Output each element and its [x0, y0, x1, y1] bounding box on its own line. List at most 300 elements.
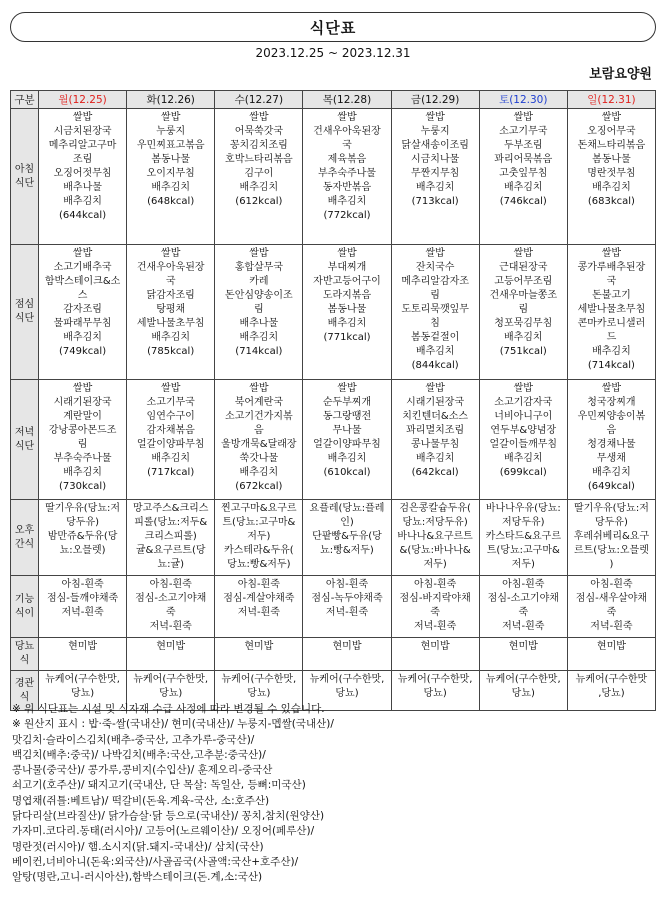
menu-item: 딸기우유(당뇨:저 [45, 503, 121, 514]
menu-item: 무생채 [596, 453, 626, 464]
row-label-line: 기능 [14, 593, 35, 605]
menu-item: 소고기배추국 [53, 262, 112, 273]
menu-item: 저두) [423, 559, 447, 570]
menu-item: ,당뇨) [598, 688, 625, 699]
note-line: 콩나물(중국산)/ 콩가루,콩비지(수입산)/ 훈제오리-중국산 [12, 764, 273, 777]
menu-item: 배추김치 [327, 196, 367, 207]
menu-item: (844kcal) [411, 360, 459, 371]
menu-cell [39, 576, 127, 638]
menu-item: 당뇨:저당두유) [402, 517, 468, 528]
menu-item: 함박스테이크&소 [44, 276, 121, 287]
row-label-line: 당뇨 [14, 641, 35, 652]
menu-item: 뉴케어(구수한맛, [221, 674, 297, 685]
table-row [11, 638, 656, 671]
menu-item: 두부조림 [503, 140, 543, 151]
menu-cell [39, 500, 127, 576]
menu-item: 당뇨) [247, 688, 271, 699]
menu-item: 드 [606, 332, 617, 343]
menu-item: 얼갈이양파무침 [136, 439, 205, 450]
title-text: 식단표 [309, 18, 357, 37]
menu-cell [479, 638, 567, 671]
menu-item: 청국장찌개 [587, 397, 636, 408]
table-row [11, 500, 656, 576]
menu-cell [215, 500, 303, 576]
menu-item: 당두유) [66, 517, 100, 528]
menu-item: 오징어젓무침 [53, 168, 112, 179]
menu-item: 국 [342, 140, 352, 151]
menu-item: 쌀밥 [337, 112, 357, 123]
menu-item: 콩가루배추된장 [577, 262, 646, 273]
menu-item: 바나나&요구르트 [397, 531, 473, 542]
menu-item: 쌀밥 [161, 248, 181, 259]
menu-cell [391, 380, 479, 500]
row-label [11, 638, 39, 671]
menu-item: (772kcal) [323, 210, 371, 221]
day-header-6: 일(12.31) [567, 91, 655, 109]
menu-item: 배추김치 [239, 467, 279, 478]
menu-item: 쌀밥 [513, 112, 533, 123]
table-row [11, 245, 656, 380]
menu-item: 청포묵김무침 [494, 318, 553, 329]
menu-item: 저녁-흰죽 [325, 607, 369, 618]
menu-cell [127, 576, 215, 638]
menu-item: 쌀밥 [72, 248, 93, 259]
menu-item: 우민찌표고볶음 [136, 140, 205, 151]
menu-item: 점심-소고기야채 [135, 593, 207, 604]
menu-item: 시래기된장국 [53, 397, 112, 408]
table-row [11, 380, 656, 500]
menu-item: 쌀밥 [161, 112, 181, 123]
menu-item: 배추김치 [151, 332, 191, 343]
menu-cell [567, 576, 655, 638]
menu-item: 림 [518, 304, 529, 315]
menu-cell [303, 380, 391, 500]
menu-item: 바나나우유(당뇨: [485, 503, 561, 514]
row-label-line: 식이 [14, 607, 35, 619]
menu-item: 배추김치 [151, 182, 191, 193]
note-line: 맛김치·슬라이스김치(배추-중국산, 고추가루-중국산)/ [12, 733, 255, 746]
menu-item: 배추김치 [327, 453, 367, 464]
menu-item: 배추김치 [503, 332, 543, 343]
menu-item: 쌀밥 [72, 112, 93, 123]
menu-cell [479, 245, 567, 380]
menu-item: 음 [254, 425, 264, 436]
menu-item: 근대된장국 [499, 262, 548, 273]
menu-cell [39, 109, 127, 245]
menu-item: 트(당뇨:고구마& [222, 517, 296, 528]
menu-item: 돈불고기 [592, 290, 631, 301]
day-header-0: 월(12.25) [39, 91, 127, 109]
menu-item: 현미밥 [596, 641, 626, 652]
menu-item: 오징어무국 [587, 126, 636, 137]
menu-item: 후레쉬베리&요구 [573, 531, 650, 542]
menu-item: 당두유) [594, 517, 628, 528]
menu-item: 카스테라&두유( [224, 545, 294, 556]
menu-item: 건새우마늘쫑조 [489, 290, 558, 301]
menu-item: 귤&요구르트(당 [135, 545, 206, 556]
menu-item: 시금치된장국 [53, 126, 112, 137]
menu-cell [479, 576, 567, 638]
facility-name: 보람요양원 [589, 67, 652, 82]
menu-item: 봄동나물 [592, 154, 631, 165]
menu-item: 점심-소고기야채 [487, 593, 559, 604]
menu-item: 도토리묵깻잎무 [401, 304, 469, 315]
menu-item: 침 [430, 318, 440, 329]
menu-item: 북어계란국 [234, 397, 283, 408]
menu-item: 콘마카로니샐러 [577, 318, 646, 329]
menu-item: 너비아니구이 [494, 411, 553, 422]
menu-cell [567, 500, 655, 576]
menu-item: 요플레(당뇨:플레 [309, 503, 385, 514]
menu-item: 배추김치 [592, 467, 631, 478]
menu-item: (785kcal) [147, 346, 195, 357]
menu-item: 망고주스&크리스 [133, 503, 209, 514]
menu-item: 점심-바지락야채 [399, 593, 471, 604]
menu-item: 소고기건가지볶 [225, 411, 293, 422]
menu-cell [215, 109, 303, 245]
menu-cell [391, 576, 479, 638]
menu-item: 피롤(당뇨:저두& [134, 517, 208, 528]
menu-item: 동그랑땡전 [322, 411, 372, 422]
row-label [11, 500, 39, 576]
menu-item: 저녁-흰죽 [590, 621, 633, 632]
menu-item: 세발나물초무침 [136, 318, 205, 329]
menu-item: 림 [77, 439, 88, 450]
menu-item: 메추리알고구마 [48, 140, 117, 151]
menu-item: 쌀밥 [337, 248, 357, 259]
menu-item: (713kcal) [411, 196, 459, 207]
menu-item: 쑥갓나물 [239, 453, 279, 464]
menu-item: 쌀밥 [337, 383, 357, 394]
row-label-line: 식단 [14, 177, 35, 189]
menu-cell [567, 638, 655, 671]
menu-item: 울방개묵&달래장 [221, 439, 297, 450]
menu-item: (771kcal) [323, 332, 371, 343]
menu-item: 당뇨) [511, 688, 535, 699]
menu-item: 현미밥 [420, 641, 450, 652]
menu-item: (610kcal) [323, 467, 371, 478]
menu-item: 배추나물 [239, 318, 279, 329]
menu-item: (714kcal) [235, 346, 283, 357]
menu-item: 부대찌개 [327, 262, 367, 273]
menu-item: 국 [606, 276, 617, 287]
menu-cell [567, 109, 655, 245]
menu-cell [215, 638, 303, 671]
menu-item: 명란젓무침 [587, 168, 636, 179]
menu-item: 뉴케어(구수한맛, [309, 674, 385, 685]
menu-item: 뇨:귤) [157, 559, 184, 570]
menu-item: 배추김치 [415, 453, 455, 464]
menu-cell [39, 638, 127, 671]
menu-item: 고춧잎무침 [499, 168, 548, 179]
menu-item: 봄동나물 [151, 154, 191, 165]
menu-item: 돈채느타리볶음 [577, 140, 646, 151]
menu-item: 찐고구마&요구르 [221, 503, 297, 514]
menu-cell [39, 245, 127, 380]
menu-item: ) [609, 559, 614, 570]
row-label [11, 109, 39, 245]
menu-item: 봄동겉절이 [410, 332, 460, 343]
menu-item: 배추김치 [239, 332, 279, 343]
menu-cell [127, 380, 215, 500]
menu-item: 꽈리어묵볶음 [494, 154, 553, 165]
row-label-line: 식 [19, 655, 30, 666]
menu-item: 쌀밥 [249, 248, 269, 259]
menu-item: 배추김치 [63, 332, 102, 343]
menu-item: 도라지볶음 [322, 290, 372, 301]
menu-item: 딸기우유(당뇨:저 [573, 503, 649, 514]
corner-cell: 구분 [11, 91, 39, 109]
menu-item: 오이지무침 [146, 168, 195, 179]
menu-item: 검은콩칼슘두유( [399, 503, 471, 514]
menu-item: 홍합살무국 [234, 262, 283, 273]
menu-item: (717kcal) [147, 467, 195, 478]
note-line: 명엽채(쥐틀:베트남)/ 떡갈비(돈육.계육-국산, 소:호주산) [12, 794, 270, 807]
menu-item: 배추김치 [503, 182, 543, 193]
menu-item: 밤만쥬&두유(당 [47, 531, 118, 542]
menu-item: 무짠지무침 [410, 168, 460, 179]
menu-item: 쌀밥 [72, 383, 93, 394]
note-line: 닭다리살(브라질산)/ 닭가슴살·닭 등으로(국내산)/ 꽁치,참치(원양산) [12, 810, 325, 823]
row-label-line: 식단 [14, 440, 35, 452]
menu-item: 카스타드&요구르 [485, 531, 561, 542]
row-label-line: 경관 [14, 677, 35, 689]
menu-cell [39, 380, 127, 500]
menu-cell [127, 500, 215, 576]
menu-cell [303, 245, 391, 380]
menu-cell [303, 109, 391, 245]
menu-item: 점심-계살야채죽 [223, 593, 295, 604]
row-label [11, 576, 39, 638]
menu-cell [303, 576, 391, 638]
menu-item: 저녁-흰죽 [61, 607, 104, 618]
menu-item: 아침-흰죽 [325, 579, 369, 590]
table-row [11, 576, 656, 638]
menu-cell [479, 380, 567, 500]
menu-item: 쌀밥 [513, 248, 533, 259]
menu-item: 죽 [518, 607, 529, 618]
menu-cell [479, 109, 567, 245]
menu-item: 쌀밥 [425, 383, 445, 394]
menu-item: (746kcal) [499, 196, 547, 207]
menu-item: 죽 [430, 607, 440, 618]
menu-item: 점심-녹두야채죽 [311, 593, 383, 604]
day-header-3: 목(12.28) [303, 91, 391, 109]
menu-item: 스 [77, 290, 88, 301]
row-label-line: 간식 [14, 538, 35, 550]
menu-item: 당뇨) [70, 688, 95, 699]
menu-item: 우민찌양송이볶 [577, 411, 646, 422]
menu-item: 연두부&양념장 [490, 425, 557, 436]
menu-item: 점심-들깨야채죽 [46, 593, 119, 604]
row-label-line: 식 [19, 691, 30, 703]
note-line: ※ 위 식단표는 시설 및 식자재 수급 사정에 따라 변경될 수 있습니다. [12, 703, 325, 715]
menu-cell [127, 638, 215, 671]
menu-item: 쌀밥 [249, 383, 269, 394]
menu-item: (672kcal) [235, 481, 283, 492]
row-label-line: 오후 [14, 524, 35, 536]
menu-item: 배추김치 [63, 196, 102, 207]
day-header-4: 금(12.29) [391, 91, 479, 109]
menu-item: 저녁-흰죽 [149, 621, 192, 632]
menu-cell [479, 500, 567, 576]
menu-item: 소고기감자국 [494, 397, 553, 408]
menu-item: 쌀밥 [601, 248, 622, 259]
menu-item: 물파래무무침 [53, 318, 112, 329]
row-label-line: 점심 [14, 299, 35, 310]
note-line: 백김치(배추:중국)/ 나박김치(배추:국산,고추분:중국산)/ [12, 748, 266, 761]
menu-title [10, 12, 656, 42]
menu-item: 봄동나물 [327, 304, 367, 315]
menu-item: 저두) [511, 559, 535, 570]
menu-item: 저두) [247, 531, 271, 542]
menu-item: 탕평채 [156, 304, 186, 315]
menu-cell [391, 109, 479, 245]
menu-item: 배추김치 [63, 467, 102, 478]
menu-item: 배추김치 [415, 182, 455, 193]
menu-item: 감자채볶음 [146, 425, 195, 436]
menu-item: 누룽지 [420, 126, 450, 137]
menu-cell [303, 500, 391, 576]
menu-item: 자반고등어구이 [313, 276, 381, 287]
menu-item: 배추김치 [327, 318, 367, 329]
menu-item: 쌀밥 [161, 383, 181, 394]
day-header-5: 토(12.30) [479, 91, 567, 109]
menu-item: 점심-새우살야채 [575, 593, 648, 604]
menu-item: 꽈리멸치조림 [406, 425, 465, 436]
menu-item: 국 [165, 276, 176, 287]
note-line: 베이컨,너비아니(돈육:외국산)/사골곰국(사골액:국산+호주산)/ [12, 855, 299, 868]
menu-item: 닭살새송이조림 [401, 140, 469, 151]
menu-cell [391, 500, 479, 576]
menu-item: 세발나물초무침 [577, 304, 646, 315]
menu-item: 잔치국수 [415, 262, 455, 273]
menu-item: (612kcal) [235, 196, 283, 207]
menu-item: 배추김치 [239, 182, 279, 193]
menu-item: 뉴케어(구수한맛 [575, 674, 648, 685]
menu-item: 림 [430, 290, 440, 301]
menu-item: 배추김치 [592, 182, 631, 193]
menu-item: 트(당뇨:고구마& [486, 545, 560, 556]
menu-item: 얼갈이들깨무침 [489, 439, 558, 450]
menu-item: 닭감자조림 [146, 290, 195, 301]
menu-item: 동자반볶음 [322, 182, 372, 193]
menu-item: 배추김치 [415, 346, 455, 357]
menu-item: 쌀밥 [601, 383, 622, 394]
weekly-menu-table [10, 90, 656, 711]
menu-item: 김구이 [244, 168, 274, 179]
menu-item: 뉴케어(구수한맛, [133, 674, 209, 685]
notes-section [12, 702, 656, 886]
menu-item: (683kcal) [587, 196, 635, 207]
menu-item: 쌀밥 [249, 112, 269, 123]
menu-item: 누룽지 [156, 126, 186, 137]
menu-item: 치킨텐더&소스 [402, 411, 469, 422]
menu-item: 당뇨) [335, 688, 359, 699]
menu-item: 조림 [72, 154, 93, 165]
menu-item: 단팥빵&두유(당 [312, 531, 382, 542]
menu-item: (714kcal) [587, 360, 635, 371]
menu-item: 부추숙주나물 [53, 453, 112, 464]
row-label-line: 아침 [14, 163, 35, 175]
menu-item: 현미밥 [332, 641, 362, 652]
menu-item: (649kcal) [587, 481, 635, 492]
menu-item: 현미밥 [508, 641, 538, 652]
menu-item: 시금치나물 [410, 154, 460, 165]
menu-item: 뉴케어(구수한맛, [45, 674, 120, 685]
menu-item: 부추숙주나물 [318, 168, 376, 179]
menu-item: 뉴케어(구수한맛, [397, 674, 473, 685]
menu-item: 당뇨) [423, 688, 447, 699]
row-label [11, 245, 39, 380]
menu-item: 현미밥 [156, 641, 186, 652]
menu-cell [391, 245, 479, 380]
menu-item: (642kcal) [411, 467, 459, 478]
menu-item: 카레 [249, 276, 269, 287]
menu-item: 콩나물무침 [410, 439, 460, 450]
menu-item: 인) [340, 517, 354, 528]
note-line: 가자미.코다리.동태(러시아)/ 고등어(노르웨이산)/ 오징어(페루산)/ [12, 825, 315, 838]
menu-item: 아침-흰죽 [414, 579, 457, 590]
menu-item: 강낭콩아몬드조 [48, 425, 117, 436]
menu-item: 쌀밥 [513, 383, 533, 394]
menu-item: 아침-흰죽 [502, 579, 545, 590]
menu-item: 뉴케어(구수한맛, [485, 674, 561, 685]
note-line: 알탕(명란,고니-러시아산),함박스테이크(돈.계,소:국산) [12, 871, 263, 884]
note-line: ※ 원산지 표시 : 밥·죽-쌀(국내산)/ 현미(국내산)/ 누룽지-멥쌀(국내산)/ [12, 718, 334, 731]
menu-cell [567, 245, 655, 380]
table-header-row [11, 91, 656, 109]
menu-item: 건새우아욱된장 [313, 126, 381, 137]
menu-item: 당뇨) [159, 688, 183, 699]
menu-item: 소고기무국 [146, 397, 195, 408]
menu-item: (644kcal) [59, 210, 107, 221]
menu-item: 현미밥 [244, 641, 274, 652]
menu-item: 소고기무국 [499, 126, 548, 137]
menu-item: 쌀밥 [425, 112, 445, 123]
menu-item: 뇨:빵&저두) [320, 545, 374, 556]
menu-item: 제육볶음 [327, 154, 367, 165]
row-label-line: 식단 [14, 313, 35, 324]
day-header-1: 화(12.26) [127, 91, 215, 109]
menu-item: 쌀밥 [601, 112, 622, 123]
menu-cell [303, 638, 391, 671]
menu-item: 죽 [606, 607, 617, 618]
menu-item: 배추나물 [63, 182, 102, 193]
menu-item: 저당두유) [502, 517, 545, 528]
menu-item: 청경채나물 [587, 439, 636, 450]
menu-item: 배추김치 [592, 346, 631, 357]
menu-item: 꽁치김치조림 [229, 140, 288, 151]
menu-item: 배추김치 [503, 453, 543, 464]
menu-item: 배추김치 [151, 453, 191, 464]
menu-item: 현미밥 [68, 641, 98, 652]
menu-cell [391, 638, 479, 671]
menu-item: 임연수구이 [146, 411, 195, 422]
menu-item: 림 [254, 304, 264, 315]
menu-cell [567, 380, 655, 500]
menu-item: 돈안심양송이조 [225, 290, 293, 301]
table-body [11, 109, 656, 711]
note-line: 명란젓(러시아)/ 햄.소시지(닭.돼지-국내산)/ 삼치(국산) [12, 840, 264, 853]
menu-item: (699kcal) [499, 467, 547, 478]
menu-item: 아침-흰죽 [61, 579, 104, 590]
menu-cell [127, 109, 215, 245]
menu-item: (751kcal) [499, 346, 547, 357]
menu-item: 뇨:오믈렛) [59, 545, 106, 556]
date-range: 2023.12.25 ~ 2023.12.31 [255, 46, 411, 60]
table-row [11, 109, 656, 245]
